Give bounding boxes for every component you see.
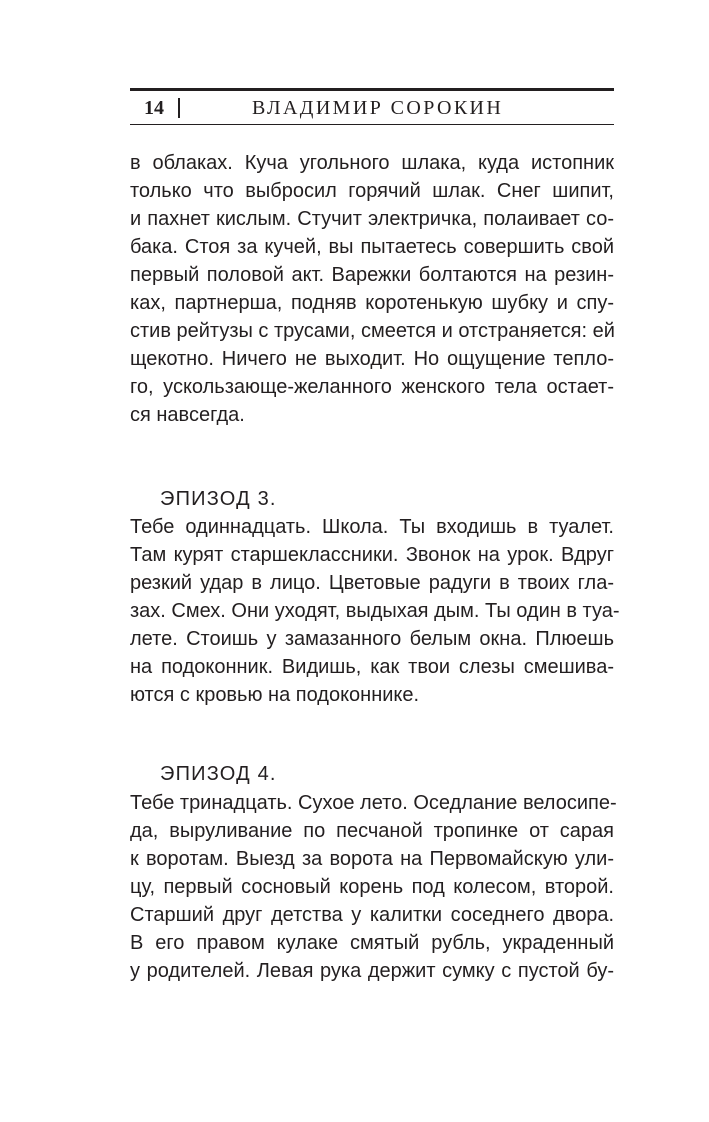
text-line: резкий удар в лицо. Цветовые радуги в твоих гла- [130,572,614,594]
text-line: го, ускользающе-желанного женского тела остает- [130,376,614,398]
author-name: ВЛАДИМИР СОРОКИН [252,97,504,119]
running-header [130,88,614,128]
text-line: да, выруливание по песчаной тропинке от сарая [130,820,614,842]
text-line: цу, первый сосновый корень под колесом, второй. [130,876,614,898]
text-line: первый половой акт. Варежки болтаются на резин- [130,264,614,286]
text-line: Там курят старшеклассники. Звонок на урок. Вдруг [130,544,614,566]
text-line: только что выбросил горячий шлак. Снег шипит, [130,180,614,202]
text-line: Тебе одиннадцать. Школа. Ты входишь в туалет. [130,516,614,538]
text-line: стив рейтузы с трусами, смеется и отстраняется: ей [130,320,615,342]
episode-4-heading: ЭПИЗОД 4. [160,763,277,785]
text-line: ках, партнерша, подняв коротенькую шубку и спу- [130,292,614,314]
text-line: бака. Стоя за кучей, вы пытаетесь совершить свой [130,236,614,258]
episode-4-text [130,789,617,985]
text-line: и пахнет кислым. Стучит электричка, полаивает со- [130,208,614,230]
text-line: у родителей. Левая рука держит сумку с пустой бу- [130,960,614,982]
text-line: в облаках. Куча угольного шлака, куда истопник [130,152,614,174]
text-line: щекотно. Ничего не выходит. Но ощущение тепло- [130,348,614,370]
text-line: к воротам. Выезд за ворота на Первомайскую ули- [130,848,614,870]
header-bottom-rule [130,124,614,125]
paragraph-continued [130,149,614,429]
text-line: зах. Смех. Они уходят, выдыхая дым. Ты один в туа- [130,600,620,622]
page-number: 14 [144,97,164,119]
text-line: ся навсегда. [130,404,245,426]
text-line: лете. Стоишь у замазанного белым окна. Плюешь [130,628,614,650]
text-line: на подоконник. Видишь, как твои слезы смешива- [130,656,614,678]
text-line: Старший друг детства у калитки соседнего двора. [130,904,614,926]
text-line: Тебе тринадцать. Сухое лето. Оседлание велосипе- [130,792,617,814]
text-line: ются с кровью на подоконнике. [130,684,420,706]
header-separator [178,98,180,118]
episode-3-heading: ЭПИЗОД 3. [160,488,277,510]
episode-3-text [130,513,620,709]
header-top-rule [130,88,614,91]
text-line: В его правом кулаке смятый рубль, украденный [130,932,614,954]
